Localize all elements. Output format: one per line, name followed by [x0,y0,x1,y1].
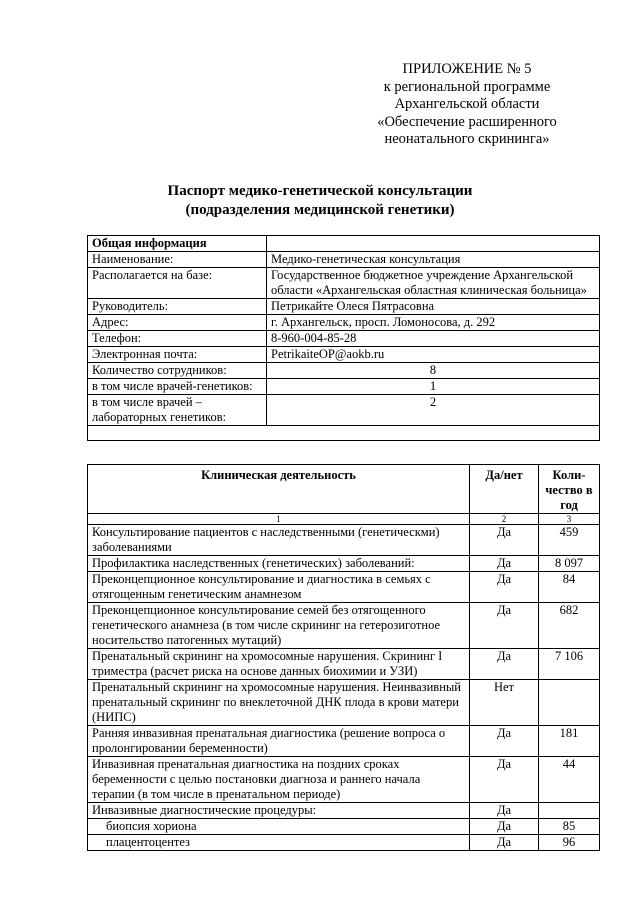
activity-count: 8 097 [539,556,600,572]
col-header-count: Коли-чество в год [539,465,600,514]
activity-name: Консультирование пациентов с наследственными (генетическми) заболеваниями [88,525,470,556]
activity-count: 682 [539,603,600,649]
table-row [88,525,600,556]
empty-cell [267,236,600,252]
staff-value-lab-geneticists: 2 [267,395,600,426]
table-row [88,649,600,680]
staff-label-total: Количество сотрудников: [88,363,267,379]
activity-yesno: Да [470,572,539,603]
info-label-base: Располагается на базе: [88,268,267,299]
table-row [88,603,600,649]
general-info-table [87,235,600,441]
activity-yesno: Да [470,803,539,819]
col-index: 1 [88,514,470,525]
activity-name: Инвазивные диагностические процедуры: [88,803,470,819]
activity-count: 7 106 [539,649,600,680]
activity-yesno: Да [470,649,539,680]
activity-yesno: Да [470,726,539,757]
info-label-email: Электронная почта: [88,347,267,363]
activity-count: 85 [539,819,600,835]
table-row [88,803,600,819]
activity-name: Преконцепционное консультирование и диагностика в семьях с отягощенным генетическим анамнезом [88,572,470,603]
activity-count: 44 [539,757,600,803]
table-row [88,819,600,835]
col-index: 2 [470,514,539,525]
info-value-email: PetrikaiteOP@aokb.ru [267,347,600,363]
appendix-line: Архангельской области [394,96,540,112]
staff-label-geneticists: в том числе врачей-генетиков: [88,379,267,395]
appendix-block [337,61,597,149]
staff-value-geneticists: 1 [267,379,600,395]
appendix-line: к региональной программе [383,78,551,95]
table-row [88,757,600,803]
appendix-line: «Обеспечение расширенного [377,113,557,130]
title-line-1: Паспорт медико-генетической консультации [167,183,473,199]
col-index: 3 [539,514,600,525]
info-value-base: Государственное бюджетное учреждение Архангельской области «Архангельская областная клиническая больница» [267,268,600,299]
info-value-address: г. Архангельск, просп. Ломоносова, д. 292 [267,315,600,331]
info-label-name: Наименование: [88,252,267,268]
activity-yesno: Да [470,835,539,851]
appendix-line: ПРИЛОЖЕНИЕ № 5 [402,61,532,77]
activity-name: Преконцепционное консультирование семей без отягощенного генетического анамнеза (в том числе скрининг на гетерозиготное носительство патогенных мутаций) [88,603,470,649]
table-row [88,726,600,757]
info-label-head: Руководитель: [88,299,267,315]
info-value-phone: 8-960-004-85-28 [267,331,600,347]
staff-label-lab-geneticists: в том числе врачей – лабораторных генетиков: [88,395,267,426]
info-label-address: Адрес: [88,315,267,331]
info-value-name: Медико-генетическая консультация [267,252,600,268]
title-line-2: (подразделения медицинской генетики) [185,202,455,218]
activity-count: 84 [539,572,600,603]
table-row [88,556,600,572]
clinical-activity-table [87,464,600,851]
spacer-row [88,426,600,441]
general-info-header: Общая информация [88,236,267,252]
activity-yesno: Да [470,819,539,835]
activity-count [539,680,600,726]
staff-value-total: 8 [267,363,600,379]
info-label-phone: Телефон: [88,331,267,347]
activity-yesno: Да [470,525,539,556]
table-row [88,572,600,603]
col-header-yesno: Да/нет [470,465,539,514]
table-row [88,680,600,726]
activity-count [539,803,600,819]
activity-name: Пренатальный скрининг на хромосомные нарушения. Неинвазивный пренатальный скрининг по внеклеточной ДНК плода в крови матери (НИПС) [88,680,470,726]
activity-name: плацентоцентез [88,835,470,851]
activity-yesno: Да [470,603,539,649]
activity-count: 459 [539,525,600,556]
activity-count: 96 [539,835,600,851]
activity-yesno: Нет [470,680,539,726]
activity-name: Пренатальный скрининг на хромосомные нарушения. Скрининг I триместра (расчет риска на основе данных биохимии и УЗИ) [88,649,470,680]
activity-name: Ранняя инвазивная пренатальная диагностика (решение вопроса о пролонгировании беременности) [88,726,470,757]
activity-name: Инвазивная пренатальная диагностика на поздних сроках беременности с целью постановки диагноза и раннего начала терапии (в том числе в пренатальном периоде) [88,757,470,803]
col-header-activity: Клиническая деятельность [88,465,470,514]
activity-yesno: Да [470,556,539,572]
activity-name: биопсия хориона [88,819,470,835]
document-title [0,182,640,220]
table-row [88,835,600,851]
appendix-line: неонатального скрининга» [384,131,550,147]
info-value-head: Петрикайте Олеся Пятрасовна [267,299,600,315]
activity-count: 181 [539,726,600,757]
activity-yesno: Да [470,757,539,803]
activity-name: Профилактика наследственных (генетических) заболеваний: [88,556,470,572]
